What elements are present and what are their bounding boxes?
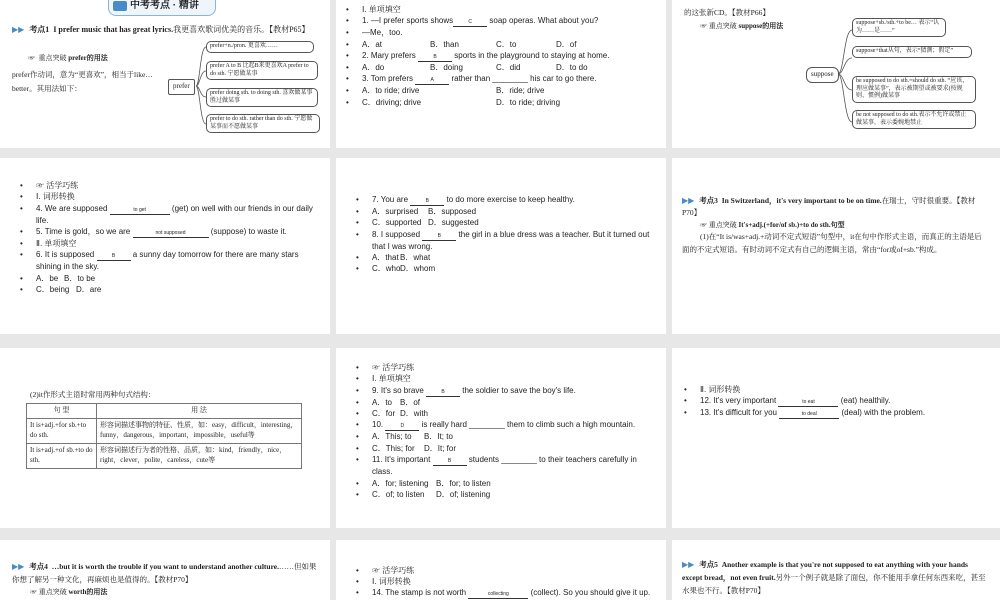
answer-blank-4[interactable]: to get (110, 206, 170, 215)
question-4: • 4. We are supposed to get (get) on well with our friends in our daily life. (20, 203, 313, 225)
q1-reply: • —Me，too. (346, 28, 403, 38)
q2-text: 2. Mary prefers (362, 51, 416, 61)
mindmap-branch-3: be supposed to do sth.=should do sth. “应该，理应做某事”，表示被期望或被要求(按规则、惯例)做某事 (852, 76, 976, 103)
option-a[interactable]: A．at (362, 39, 383, 49)
option-c[interactable]: C．did (496, 63, 521, 73)
sub-heading-1: • Ⅰ. 词形转换 (20, 192, 75, 202)
question-1: • 1. —I prefer sports shows C soap operas. What about you? (346, 16, 599, 26)
options-1: • A．at B．than C．to D．of (346, 39, 577, 49)
options-8a: • A．that B．what (356, 253, 431, 263)
options-7b: • C．supported D．suggested (356, 218, 479, 228)
point-title-cn: 另外一个例子就是除了面包，你不能用手拿任何东西来吃，甚至水果也不行。【教材P70】 (682, 572, 986, 595)
hand-icon: ☞ (700, 220, 707, 229)
option-c[interactable]: C．supported (372, 218, 422, 228)
slide-suppose-exercise-1[interactable] (0, 158, 330, 334)
option-d[interactable]: D．with (400, 409, 429, 419)
key-label: 重点突破 (38, 54, 67, 62)
question-6: • 6. It is supposed B a sunny day tomorrow for there are many stars shining in the sky. (20, 250, 299, 272)
options-3b: • C．driving; drive D．to ride; driving (346, 97, 561, 107)
option-a[interactable]: A．that (372, 253, 399, 263)
slide-worth-exercise[interactable] (336, 540, 666, 600)
suppose-intro: 的这张新CD。【教材P66】 (684, 8, 770, 17)
option-a[interactable]: A．This; to (372, 432, 412, 442)
sub-heading: • Ⅰ. 单项填空 (356, 374, 411, 384)
question-10: • 10. D is really hard ________ them to climb such a high mountain. (356, 420, 636, 430)
answer-blank-12[interactable]: to eat (778, 398, 838, 407)
option-b[interactable]: B．of (400, 397, 421, 407)
question-5: • 5. Time is gold，so we are not supposed (suppose) to waste it. (20, 227, 287, 237)
slide-it-exercise-2[interactable] (672, 348, 1000, 528)
answer-blank-11[interactable]: B (433, 457, 467, 466)
answer-blank-1[interactable]: C (453, 18, 487, 27)
table-header-pattern: 句 型 (27, 404, 97, 419)
q7-text-b: to do more exercise to keep healthy. (446, 195, 575, 204)
practice-heading: • ☞ 活学巧练 (20, 181, 79, 190)
question-2: • 2. Mary prefers B sports in the playground to staying at home. (346, 51, 610, 61)
table-header-usage: 用 法 (97, 404, 302, 419)
q10-text: 10. (372, 420, 384, 430)
option-b[interactable]: B．for; to listen (436, 478, 491, 488)
q8-text-b: the girl in a blue dress was a teacher. But it turned out that I was wrong. (372, 229, 650, 251)
option-a[interactable]: A．to ride; drive (362, 86, 420, 96)
q4-text: 4. We are supposed (36, 203, 108, 213)
q13-text-b: (deal) with the problem. (841, 408, 926, 418)
q14-text-b: (collect). So you should give it up. (530, 587, 651, 597)
q7-text: 7. You are (372, 195, 409, 204)
q5-text-b: (suppose) to waste it. (210, 227, 287, 237)
question-13: • 13. It's difficult for you to deal (deal) with the problem. (684, 408, 926, 418)
slide-it-adj[interactable] (672, 158, 1000, 334)
options-9b: • C．for D．with (356, 409, 429, 419)
arrow-icon: ▶▶ (682, 196, 695, 205)
option-a[interactable]: A．be (36, 273, 59, 283)
sub-heading-text: Ⅰ. 词形转换 (372, 576, 411, 586)
q8-text: 8. I supposed (372, 229, 421, 239)
table-cell-pattern: It is+adj.+of sb.+to do sth. (27, 443, 97, 468)
heading-text: Ⅰ. 单项填空 (362, 5, 401, 14)
q14-text: 14. The stamp is not worth (372, 587, 467, 597)
answer-blank-7[interactable]: B (410, 197, 444, 206)
slide-it-exercise-1[interactable] (336, 348, 666, 528)
options-10a: • A．This; to B．It; to (356, 432, 453, 442)
option-a[interactable]: A．do (362, 63, 385, 73)
point-tag: 考点5 (699, 560, 718, 569)
q4-text-b: (get) on well with our friends in our daily life. (36, 203, 313, 225)
sub-heading: • Ⅰ. 词形转换 (356, 576, 411, 586)
sub-heading-text: Ⅱ. 单项填空 (36, 239, 77, 249)
option-c[interactable]: C．being (36, 285, 70, 295)
slide-it-table[interactable] (0, 348, 330, 528)
key-word: prefer的用法 (68, 54, 108, 62)
q1-reply-text: —Me，too. (362, 28, 403, 38)
answer-blank-3[interactable]: A (415, 76, 449, 85)
option-d[interactable]: D．of; listening (436, 489, 491, 499)
prefer-explain: prefer作动词，意为“更喜欢”，相当于like…better。其用法如下： (12, 70, 153, 94)
point-title (12, 560, 318, 587)
header-title: 中考考点 · 精讲 (130, 0, 199, 11)
point-tag: 考点4 (29, 562, 48, 571)
q6-text-b: a sunny day tomorrow for there are many stars shining in the sky. (36, 250, 299, 272)
option-c[interactable]: C．for (372, 409, 396, 419)
key-label: 重点突破 (38, 587, 67, 596)
q2-text-b: sports in the playground to staying at home. (454, 51, 610, 61)
q9-text-b: the soldier to save the boy's life. (462, 385, 576, 395)
question-11: • 11. It's important B students ________ to their teachers carefully in class. (356, 455, 637, 477)
q5-text: 5. Time is gold，so we are (36, 227, 131, 237)
table-cell-pattern: It is+adj.+for sb.+to do sth. (27, 418, 97, 443)
point-tag: 考点1 (29, 25, 50, 34)
sub-heading-text: Ⅰ. 词形转换 (36, 192, 75, 202)
q12-text: 12. It's very important (700, 396, 777, 406)
slide-suppose-exercise-2[interactable] (336, 158, 666, 334)
option-d[interactable]: D．of (556, 39, 577, 49)
question-8: • 8. I supposed B the girl in a blue dress was a teacher. But it turned out that I was wrong. (356, 229, 650, 251)
option-c[interactable]: C．to (496, 39, 517, 49)
question-14: • 14. The stamp is not worth collecting (collect). So you should give it up. (356, 587, 651, 597)
hand-icon: ☞ (700, 22, 707, 30)
q3-text-b: rather than ________ his car to go there. (451, 74, 597, 84)
point-tag: 考点3 (699, 196, 718, 205)
q10-text-b: is really hard ________ them to climb such a high mountain. (421, 420, 636, 430)
option-a[interactable]: A．for; listening (372, 478, 429, 488)
options-8b: • C．who D．whom (356, 264, 436, 274)
mindmap-branch-2: suppose+that从句，表示“猜测；假定” (852, 46, 972, 58)
option-c[interactable]: C．who (372, 264, 401, 274)
option-b[interactable]: B．to be (64, 273, 96, 283)
table-caption: (2)it作形式主语时常用两种句式结构： (30, 390, 156, 399)
options-7a: • A．surprised B．supposed (356, 207, 477, 216)
point-title-cn: 我更喜欢歌词优美的音乐。 (173, 25, 270, 34)
option-d[interactable]: D．are (76, 285, 102, 295)
point-title-cn: 在瑞士，守时很重要。【教材P70】 (682, 196, 976, 218)
sub-heading-text: Ⅰ. 单项填空 (372, 374, 411, 384)
table-row (27, 443, 302, 468)
slide-prefer[interactable] (0, 0, 330, 148)
sentence-pattern-table (26, 403, 302, 469)
option-b[interactable]: B．doing (430, 63, 463, 73)
options-9a: • A．to B．of (356, 397, 421, 407)
point-title-en: I prefer music that has great lyrics. (53, 25, 174, 34)
answer-blank-2[interactable]: B (418, 53, 452, 62)
q1-text-b: soap operas. What about you? (489, 16, 599, 26)
option-c[interactable]: C．driving; drive (362, 97, 422, 107)
options-11a: • A．for; listening B．for; to listen (356, 478, 491, 488)
q11-text-b: students ________ to their teachers carefully in class. (372, 455, 637, 477)
slide-not-supposed[interactable] (672, 540, 1000, 600)
table-row (27, 418, 302, 443)
practice-heading-text: 活学巧练 (46, 181, 79, 190)
practice-heading-text: 活学巧练 (382, 363, 415, 372)
mindmap-branch-1: prefer+n./pron. 更喜欢…… (206, 41, 314, 53)
key-word: worth的用法 (68, 587, 108, 596)
option-b[interactable]: B．than (430, 39, 459, 49)
sub-heading-2: • Ⅱ. 单项填空 (20, 239, 77, 249)
options-6b: • C．being D．are (20, 285, 102, 295)
mindmap-branch-4: be not supposed to do sth.表示不允许或禁止做某事，表示委婉地禁止 (852, 110, 976, 129)
point-title (682, 194, 988, 220)
slide-suppose[interactable] (672, 0, 1000, 148)
point-title-cn: ……但如果你想了解另一种文化，再麻烦也是值得的。【教材P70】 (12, 562, 317, 584)
sub-heading-text: Ⅱ. 词形转换 (700, 385, 741, 394)
mindmap-branch-4: prefer to do sth. rather than do sth. 宁愿做某事而不愿做某事 (206, 114, 320, 133)
option-d[interactable]: D．suggested (428, 218, 479, 228)
mindmap-branch-2: prefer A to B 比起B来更喜欢A prefer to do sth. 宁愿做某事 (206, 61, 318, 80)
practice-heading-text: 活学巧练 (382, 566, 415, 575)
hand-icon: ☞ (30, 587, 37, 596)
options-10b: • C．This; for D．It; for (356, 443, 457, 453)
key-label: 重点突破 (708, 22, 737, 30)
it-adj-explain: (1)在“It is/was+adj.+动词不定式短语”句型中，it在句中作形式主语，而真正的主语是后面的不定式短语。有时动词不定式有自己的逻辑主语，常由“for或of+sb.”构成。 (682, 232, 982, 254)
q3-text: 3. Tom prefers (362, 74, 413, 84)
point-title-en: In Switzerland，it's very important to be on time. (721, 196, 882, 205)
q13-text: 13. It's difficult for you (700, 408, 777, 418)
mindmap-branch-3: prefer doing sth. to doing sth. 喜欢做某事胜过做某事 (206, 88, 318, 107)
practice-heading: • ☞ 活学巧练 (356, 566, 415, 575)
slide-worth[interactable] (0, 540, 330, 600)
point-title-en: …but it is worth the trouble if you want to understand another culture. (51, 562, 279, 571)
key-word: suppose的用法 (738, 22, 784, 30)
practice-heading: • ☞ 活学巧练 (356, 363, 415, 372)
point-title (682, 558, 990, 597)
answer-blank-14[interactable]: collecting (468, 590, 528, 599)
option-d[interactable]: D．to ride; driving (496, 97, 561, 107)
option-b[interactable]: B．supposed (428, 207, 477, 216)
textbook-ref: 【教材P65】 (269, 25, 310, 34)
options-3a: • A．to ride; drive B．ride; drive (346, 86, 545, 96)
arrow-icon: ▶▶ (12, 25, 25, 34)
q1-text: 1. —I prefer sports shows (362, 16, 454, 26)
q9-text: 9. It's so brave (372, 385, 424, 395)
options-11b: • C．of; to listen D．of; listening (356, 489, 491, 499)
option-b[interactable]: B．what (400, 253, 431, 263)
option-a[interactable]: A．surprised (372, 207, 419, 216)
point-title-en: Another example is that you're not supposed to eat anything with your hands except bread，not even fruit. (682, 560, 968, 582)
q6-text: 6. It is supposed (36, 250, 95, 260)
key-point (682, 220, 988, 232)
option-c[interactable]: C．This; for (372, 443, 415, 453)
key-word: It's+adj.(+for/of sb.)+to do sth.句型 (738, 220, 845, 229)
key-label: 重点突破 (708, 220, 737, 229)
slide-prefer-exercise[interactable] (336, 0, 666, 148)
table-cell-usage: 形容词描述事物的特征、性质，如：easy，difficult，interesting，funny，dangerous，important，impossible，useful等 (97, 418, 302, 443)
answer-blank-10[interactable]: D (385, 422, 419, 431)
option-d[interactable]: D．It; for (424, 443, 457, 453)
question-7: • 7. You are B to do more exercise to keep healthy. (356, 195, 575, 204)
sub-heading: • Ⅱ. 词形转换 (684, 385, 741, 394)
arrow-icon: ▶▶ (12, 562, 25, 571)
hand-icon: ☞ (372, 363, 380, 372)
arrow-icon: ▶▶ (682, 560, 695, 569)
answer-blank-5[interactable]: not supposed (133, 229, 209, 238)
option-c[interactable]: C．of; to listen (372, 489, 425, 499)
mindmap-branch-1: suppose+sb./sth.+to be… 表示“认为……是……” (852, 18, 946, 37)
question-9: • 9. It's so brave B the soldier to save the boy's life. (356, 385, 576, 395)
key-point (12, 587, 318, 599)
hand-icon: ☞ (372, 566, 380, 575)
options-6a: • A．be B．to be (20, 273, 96, 283)
answer-blank-6[interactable]: B (97, 252, 131, 261)
question-3: • 3. Tom prefers A rather than ________ his car to go there. (346, 74, 597, 84)
answer-blank-13[interactable]: to deal (779, 410, 839, 419)
options-2: • A．do B．doing C．did D．to do (346, 63, 588, 73)
table-cell-usage: 形容词描述行为者的性格、品质，如：kind，friendly，nice，right，clever，polite，careless，cute等 (97, 443, 302, 468)
q12-text-b: (eat) healthily. (840, 396, 891, 406)
option-b[interactable]: B．ride; drive (496, 86, 545, 96)
section-heading: • Ⅰ. 单项填空 (346, 5, 401, 14)
answer-blank-8[interactable]: B (422, 232, 456, 241)
option-a[interactable]: A．to (372, 397, 393, 407)
hand-icon: ☞ (36, 181, 44, 190)
option-b[interactable]: B．It; to (424, 432, 453, 442)
hand-icon: ☞ (28, 54, 35, 62)
mindmap-root: prefer (168, 79, 195, 95)
question-12: • 12. It's very important to eat (eat) healthily. (684, 396, 891, 406)
option-d[interactable]: D．to do (556, 63, 588, 73)
option-d[interactable]: D．whom (400, 264, 436, 274)
q11-text: 11. It's important (372, 455, 431, 465)
mindmap-root: suppose (806, 67, 839, 83)
answer-blank-9[interactable]: B (426, 388, 460, 397)
